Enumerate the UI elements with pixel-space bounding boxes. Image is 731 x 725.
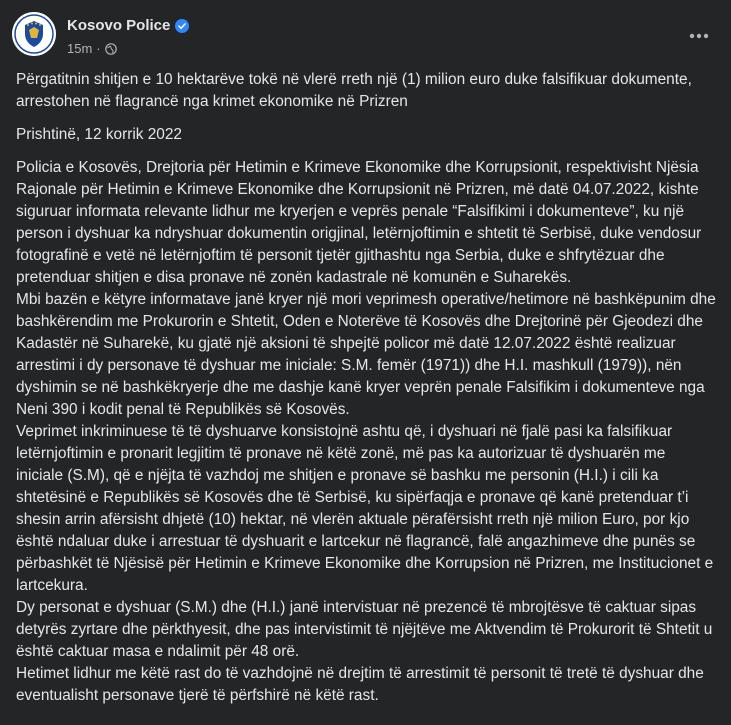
more-options-button[interactable] <box>681 18 717 54</box>
kosovo-police-emblem-icon <box>12 12 56 56</box>
post-meta <box>67 41 117 56</box>
post-timestamp[interactable]: 15m <box>67 41 93 56</box>
author-line <box>67 17 189 34</box>
author-name[interactable]: Kosovo Police <box>67 17 171 34</box>
more-options-icon <box>689 33 709 39</box>
post-body: Policia e Kosovës, Drejtoria për Hetimin e Krimeve Ekonomike dhe Korrupsionit, respektivisht Njësia Rajonale për Hetimin e Krimeve Ekonomike dhe Korrupsionit në Prizren, më datë 04.07.2022, kishte siguruar informata relevante lidhur me kryerjen e veprës penale “Falsifikimi i dokumenteve”, ku një person i dyshuar ka ndryshuar dokumentin origjinal, letërnjoftimin e shtetit të Serbisë, duke vendosur fotografinë e vetë në letërnjoftim të personit tjetër gjithashtu nga Serbia, duke e shfrytëzuar dhe pretenduar shitjen e disa pronave në zonën kadastrale në komunën e Suharekës. Mbi bazën e këtyre informatave janë kryer një mori veprimesh operative/hetimore në bashkëpunim dhe bashkërendim me Prokurorin e Shtetit, Oden e Noterëve të Kosovës dhe Drejtorinë për Gjeodezi dhe Kadastër në Suharekë, ku gjatë një aksioni të shpejtë policor më datë 12.07.2022 është realizuar arrestimi i dy personave të dyshuar me iniciale: S.M. femër (1971)) dhe H.I. mashkull (1979)), nën dyshimin se në bashkëkryerje dhe me dashje kanë kryer veprën penale Falsifikim i dokumenteve nga Neni 390 i kodit penal të Republikës së Kosovës. Veprimet inkriminuese të të dyshuarve konsistojnë ashtu që, i dyshuari në fjalë pasi ka falsifikuar letërnjoftimin e pronarit legjitim të pronave në këtë zonë, më pas ka autorizuar të dyshuarën me iniciale (S.M), që e njëjta të vazhdoj me shitjen e pronave së bashku me personin (H.I.) i cili ka shtetësinë e Republikës së Kosovës dhe të Serbisë, ku sipërfaqja e pronave që kanë pretenduar t’i shesin arrin afërsisht dhjetë (10) hektar, në vlerën aktuale përafërsisht rreth një milion Euro, por kjo është ndaluar duke i arrestuar të dyshuarit e lartcekur në flagrancë, falë angazhimeve dhe punës se përbashkët të Njësisë për Hetimin e Krimeve Ekonomike dhe Korrupsion në Prizren, me Institucionet e lartcekura. Dy personat e dyshuar (S.M.) dhe (H.I.) janë intervistuar në prezencë të mbrojtësve të caktuar sipas detyrës zyrtare dhe përkthyesit, dhe pas intervistimit të njëjtëve me Aktvendim të Prokurorit të Shtetit u është caktuar masa e ndalimit për 48 orë. Hetimet lidhur me këtë rast do të vazhdojnë në drejtim të arrestimit të personit të tretë të dyshuar dhe eventualisht personave tjerë të përfshirë në këtë rast. <box>16 159 716 704</box>
post-content <box>16 69 716 707</box>
post-headline: Përgatitnin shitjen e 10 hektarëve tokë në vlerë rreth një (1) milion euro duke falsifikuar dokumente, arrestohen në flagrancë nga krimet ekonomike në Prizren <box>16 71 692 110</box>
post-header <box>12 12 719 60</box>
verified-badge-icon <box>175 19 189 33</box>
post-dateline: Prishtinë, 12 korrik 2022 <box>16 126 182 143</box>
meta-separator: · <box>96 41 101 56</box>
globe-icon[interactable] <box>105 43 117 55</box>
page-avatar[interactable] <box>12 12 56 56</box>
